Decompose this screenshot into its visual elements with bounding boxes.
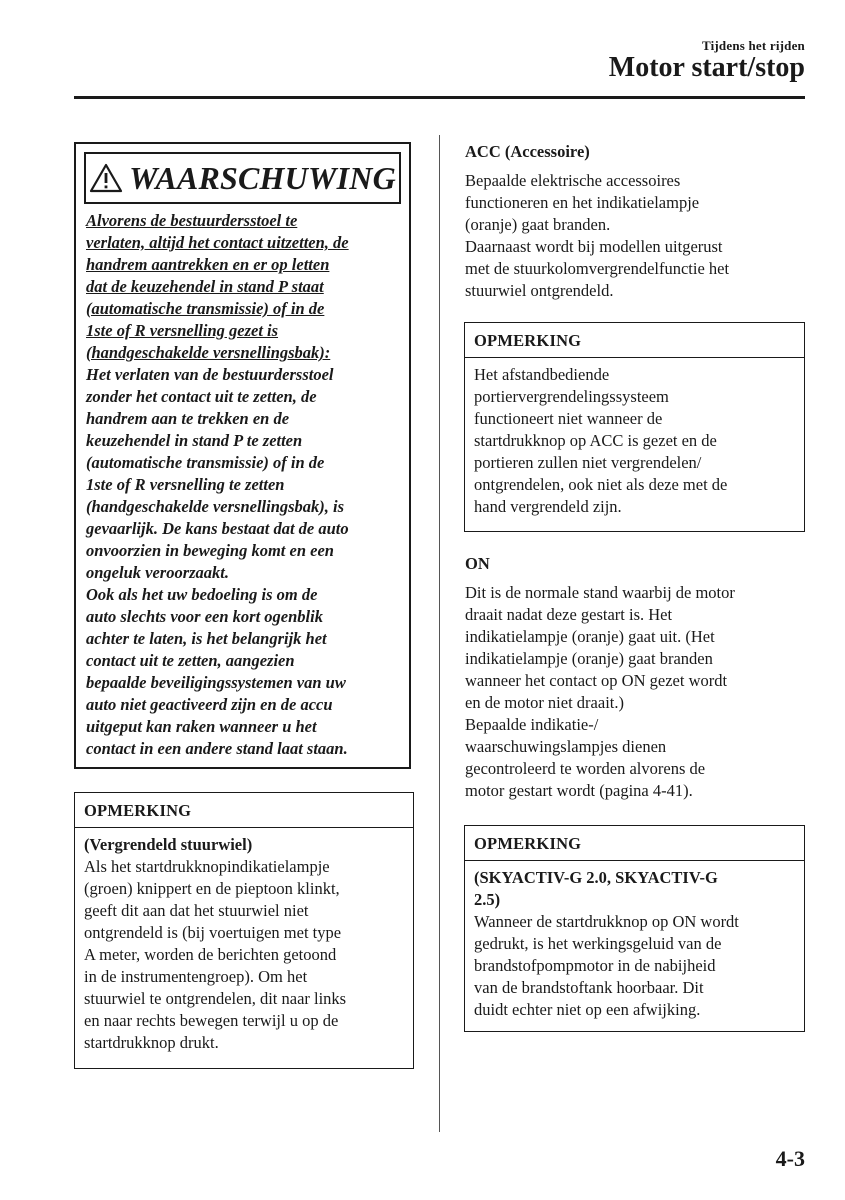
- text-line: gedrukt, is het werkingsgeluid van de: [474, 934, 722, 953]
- text-line: ongeluk veroorzaakt.: [86, 563, 230, 582]
- note-label: OPMERKING: [465, 323, 804, 358]
- page-number: 4-3: [775, 1146, 805, 1171]
- header-section-label: Tijdens het rijden: [701, 38, 805, 53]
- page-title: Motor start/stop: [608, 52, 805, 83]
- text-line: verlaten, altijd het contact uitzetten, de: [86, 233, 349, 252]
- text-line: en naar rechts bewegen terwijl u op de: [84, 1011, 339, 1030]
- text-line: bepaalde beveiligingssystemen van uw: [86, 673, 346, 692]
- note-body: [465, 358, 804, 518]
- text-line: contact in een andere stand laat staan.: [86, 739, 348, 758]
- text-line: contact uit te zetten, aangezien: [86, 651, 295, 670]
- warning-text: [86, 210, 406, 760]
- text-line: Ook als het uw bedoeling is om de: [86, 585, 318, 604]
- text-line: 2.5): [474, 890, 501, 909]
- text-line: portieren zullen niet vergrendelen/: [474, 453, 702, 472]
- note-label: OPMERKING: [75, 793, 413, 828]
- section-title-acc: ACC (Accessoire): [465, 142, 590, 161]
- note-subtitle: (Vergrendeld stuurwiel): [84, 835, 253, 854]
- text-line: handrem aan te trekken en de: [86, 409, 290, 428]
- note-locked-steering: [74, 792, 414, 1069]
- text-line: indikatielampje (oranje) gaat branden: [465, 649, 713, 668]
- text-line: startdrukknop drukt.: [84, 1033, 219, 1052]
- text-line: (handgeschakelde versnellingsbak):: [86, 343, 331, 362]
- note-subtitle: [474, 867, 795, 911]
- section-body-on: [465, 582, 805, 802]
- text-line: geeft dit aan dat het stuurwiel niet: [84, 901, 309, 920]
- text-line: (groen) knippert en de pieptoon klinkt,: [84, 879, 340, 898]
- text-line: Het verlaten van de bestuurdersstoel: [86, 365, 334, 384]
- text-line: gevaarlijk. De kans bestaat dat de auto: [86, 519, 349, 538]
- text-line: functioneert niet wanneer de: [474, 409, 663, 428]
- text-line: (oranje) gaat branden.: [465, 215, 611, 234]
- text-line: Bepaalde indikatie-/: [465, 715, 599, 734]
- section-on: [465, 553, 805, 802]
- text-line: Als het startdrukknopindikatielampje: [84, 857, 330, 876]
- text-line: en de motor niet draait.): [465, 693, 624, 712]
- warning-box: [74, 142, 411, 769]
- text-line: Wanneer de startdrukknop op ON wordt: [474, 912, 739, 931]
- text-line: handrem aantrekken en er op letten: [86, 255, 330, 274]
- text-line: (automatische transmissie) of in de: [86, 453, 325, 472]
- text-line: van de brandstoftank hoorbaar. Dit: [474, 978, 704, 997]
- warning-header: [84, 152, 401, 204]
- text-line: keuzehendel in stand P te zetten: [86, 431, 303, 450]
- text-line: startdrukknop op ACC is gezet en de: [474, 431, 717, 450]
- text-line: auto slechts voor een kort ogenblik: [86, 607, 323, 626]
- note-label: OPMERKING: [465, 826, 804, 861]
- text-line: functioneren en het indikatielampje: [465, 193, 700, 212]
- text-line: Dit is de normale stand waarbij de motor: [465, 583, 735, 602]
- text-line: indikatielampje (oranje) gaat uit. (Het: [465, 627, 715, 646]
- text-line: portiervergrendelingssysteem: [474, 387, 669, 406]
- text-line: (automatische transmissie) of in de: [86, 299, 325, 318]
- text-line: wanneer het contact op ON gezet wordt: [465, 671, 728, 690]
- note-body: [75, 828, 413, 1054]
- text-line: stuurwiel ontgrendeld.: [465, 281, 614, 300]
- text-line: auto niet geactiveerd zijn en de accu: [86, 695, 333, 714]
- text-line: zonder het contact uit te zetten, de: [86, 387, 317, 406]
- section-title-on: ON: [465, 554, 490, 573]
- text-line: motor gestart wordt (pagina 4-41).: [465, 781, 693, 800]
- section-body-acc: [465, 170, 805, 302]
- text-line: 1ste of R versnelling te zetten: [86, 475, 285, 494]
- text-line: onvoorzien in beweging komt en een: [86, 541, 334, 560]
- text-line: draait nadat deze gestart is. Het: [465, 605, 673, 624]
- text-line: gecontroleerd te worden alvorens de: [465, 759, 706, 778]
- note-skyactiv: [464, 825, 805, 1032]
- text-line: achter te laten, is het belangrijk het: [86, 629, 327, 648]
- text-line: Bepaalde elektrische accessoires: [465, 171, 681, 190]
- text-line: hand vergrendeld zijn.: [474, 497, 622, 516]
- text-line: stuurwiel te ontgrendelen, dit naar links: [84, 989, 347, 1008]
- text-line: ontgrendelen, ook niet als deze met de: [474, 475, 728, 494]
- text-line: uitgeput kan raken wanneer u het: [86, 717, 317, 736]
- note-body: [465, 861, 804, 1021]
- header-rule: [74, 96, 805, 99]
- text-line: dat de keuzehendel in stand P staat: [86, 277, 324, 296]
- text-line: A meter, worden de berichten getoond: [84, 945, 337, 964]
- text-line: brandstofpompmotor in de nabijheid: [474, 956, 716, 975]
- text-line: duidt echter niet op een afwijking.: [474, 1000, 701, 1019]
- text-line: waarschuwingslampjes dienen: [465, 737, 667, 756]
- note-acc: [464, 322, 805, 532]
- text-line: (handgeschakelde versnellingsbak), is: [86, 497, 345, 516]
- text-line: (SKYACTIV-G 2.0, SKYACTIV-G: [474, 868, 718, 887]
- text-line: 1ste of R versnelling gezet is: [86, 321, 279, 340]
- text-line: met de stuurkolomvergrendelfunctie het: [465, 259, 730, 278]
- text-line: Alvorens de bestuurdersstoel te: [86, 211, 298, 230]
- text-line: Het afstandbediende: [474, 365, 610, 384]
- text-line: ontgrendeld is (bij voertuigen met type: [84, 923, 342, 942]
- text-line: Daarnaast wordt bij modellen uitgerust: [465, 237, 723, 256]
- warning-triangle-icon: [89, 163, 123, 193]
- column-divider: [439, 135, 440, 1132]
- warning-title: WAARSCHUWING: [129, 159, 396, 196]
- section-acc: [465, 141, 805, 302]
- text-line: in de instrumentengroep). Om het: [84, 967, 308, 986]
